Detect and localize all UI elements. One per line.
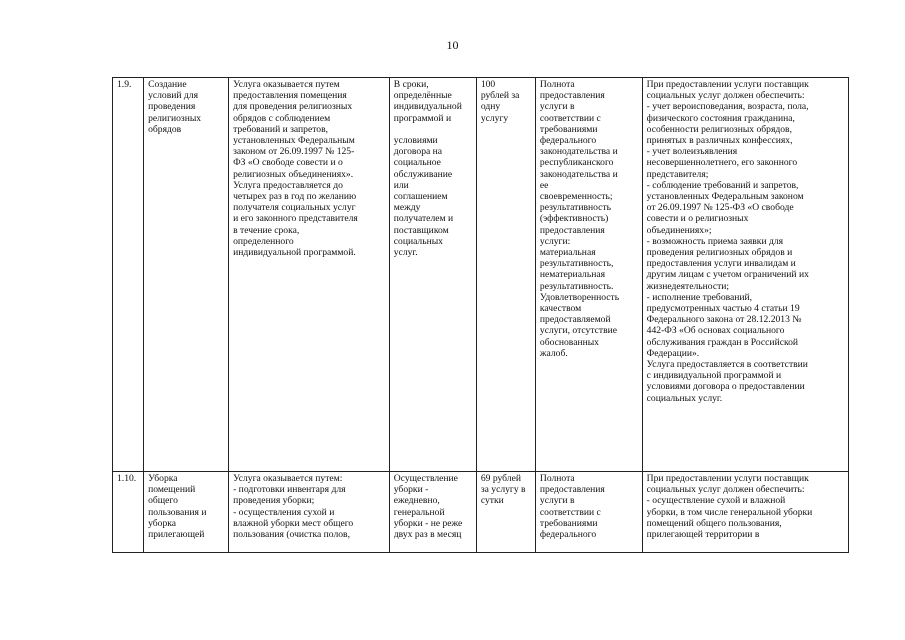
service-description: Услуга оказывается путем: - подготовки инвентаря для проведения уборки; - осуществления сухой и влажной уборки мест общего пользования (очистка полов, [233,473,354,541]
table-row [113,472,849,553]
service-indicators: Полнота предоставления услуги в соответствии с требованиями федерального [539,473,605,541]
service-name-cell [144,472,229,553]
service-term: В сроки, определённые индивидуальной программой и условиями договора на социальное обслуживание или соглашением между получателем и поставщиком социальных услуг. [393,79,462,259]
service-indicators: Полнота предоставления услуги в соответствии с требованиями федерального законодательства и республиканского законодательства и ее своевременность; результативность (эффективность) предоставления услуги: материальная результативность, нематериальная результативность. Удовлетворенность качеством предоставляемой услуги, отсутствие обоснованных жалоб. [539,79,620,359]
service-conditions-cell [642,78,848,472]
service-conditions: При предоставлении услуги поставщик социальных услуг должен обеспечить: - учет вероисповедания, возраста, пола, физического состояния гражданина, особенности религиозных обрядов, принятых в различных конфессиях, - учет волеизъявления несовершеннолетнего, его законного представителя; - соблюдение требований и запретов, установленных Федеральным законом от 26.09.1997 № 125-ФЗ «О свободе совести и о религиозных объединениях»; - возможность приема заявки для проведения религиозных обрядов и предоставления услуги инвалидам и другим лицам с учетом ограничений их жизнедеятельности; - исполнение требований, предусмотренных частью 4 статьи 19 Федерального закона от 28.12.2013 № 442-ФЗ «Об основах социального обслуживания граждан в Российской Федерации». Услуга предоставляется в соответствии с индивидуальной программой и условиями договора о предоставлении социальных услуг. [646,79,809,404]
service-number: 1.10. [117,473,137,484]
service-description-cell [229,472,390,553]
service-name: Уборка помещений общего пользования и уборка прилегающей [148,473,207,541]
service-price: 100 рублей за одну услугу [480,79,520,124]
service-number: 1.9. [117,79,132,90]
services-table [112,77,849,553]
service-name: Создание условий для проведения религиозных обрядов [148,79,202,135]
service-price-cell [476,472,535,553]
page-number: 10 [446,38,459,52]
service-description-cell [229,78,390,472]
service-term-cell [389,472,476,553]
service-number-cell [113,78,144,472]
service-indicators-cell [535,78,642,472]
service-number-cell [113,472,144,553]
service-indicators-cell [535,472,642,553]
service-term-cell [389,78,476,472]
service-price-cell [476,78,535,472]
service-price: 69 рублей за услугу в сутки [480,473,526,507]
service-description: Услуга оказывается путем предоставления помещения для проведения религиозных обрядов с соблюдением требований и запретов, установленных Федеральным законом от 26.09.1997 № 125- ФЗ «О свободе совести и о религиозных объединениях». Услуга предоставляется до четырех раз в год по желанию получателя социальных услуг и его законного представителя в течение срока, определенного индивидуальной программой. [233,79,358,259]
service-term: Осуществление уборки - ежедневно, генеральной уборки - не реже двух раз в месяц [393,473,463,541]
service-conditions-cell [642,472,848,553]
table-row [113,78,849,472]
service-conditions: При предоставлении услуги поставщик социальных услуг должен обеспечить: - осуществление сухой и влажной уборки, в том числе генеральной уборки помещений общего пользования, прилегающей территории в [646,473,813,541]
service-name-cell [144,78,229,472]
